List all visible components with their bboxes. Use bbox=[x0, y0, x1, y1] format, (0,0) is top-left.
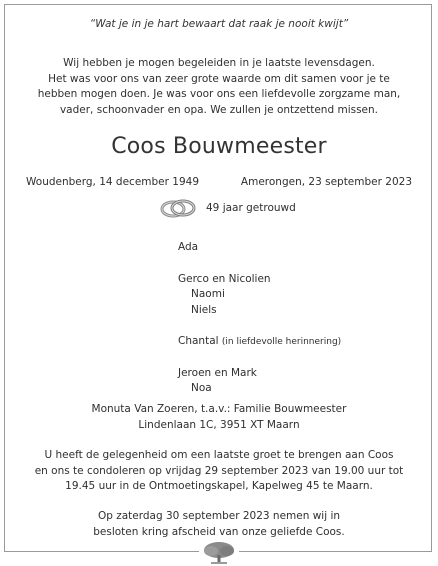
family-list bbox=[178, 240, 341, 397]
intro-line: hebben mogen doen. Je was voor ons een liefdevolle zorgzame man, bbox=[37, 88, 401, 100]
family-grandchild: Niels bbox=[191, 303, 217, 316]
death-place-date: Amerongen, 23 september 2023 bbox=[240, 176, 412, 188]
marriage-duration: 49 jaar getrouwd bbox=[206, 202, 296, 214]
visitation-info bbox=[20, 448, 418, 495]
visit-line: en ons te condoleren op vrijdag 29 september 2023 van 19.00 uur tot bbox=[34, 464, 404, 477]
family-spouse: Ada bbox=[178, 241, 199, 253]
family-child-remembered bbox=[178, 334, 341, 350]
intro-line: vader, schoonvader en opa. We zullen je ontzettend missen. bbox=[59, 103, 379, 116]
address-line: Lindenlaan 1C, 3951 XT Maarn bbox=[138, 418, 300, 431]
family-couple: Jeroen en Mark bbox=[178, 366, 257, 379]
motto-quote: “Wat je in je hart bewaart dat raak je nooit kwijt” bbox=[89, 18, 349, 30]
deceased-name: Coos Bouwmeester bbox=[111, 134, 327, 159]
intro-line: Wij hebben je mogen begeleiden in je laatste levensdagen. bbox=[63, 57, 375, 69]
farewell-info bbox=[20, 509, 418, 540]
intro-line: Het was voor ons van zeer grote waarde om dit samen voor je te bbox=[48, 72, 390, 85]
correspondence-address bbox=[0, 402, 438, 433]
visit-line: U heeft de gelegenheid om een laatste groet te brengen aan Coos bbox=[44, 449, 394, 461]
family-grandchild: Naomi bbox=[191, 288, 225, 300]
marriage-line bbox=[158, 196, 296, 220]
visit-line: 19.45 uur in de Ontmoetingskapel, Kapelweg 45 te Maarn. bbox=[65, 480, 373, 492]
family-grandchild: Noa bbox=[191, 382, 212, 394]
farewell-line: Op zaterdag 30 september 2023 nemen wij in bbox=[97, 510, 341, 522]
farewell-line: besloten kring afscheid van onze geliefde Coos. bbox=[93, 525, 345, 538]
family-child: Chantal bbox=[178, 335, 219, 347]
family-couple: Gerco en Nicolien bbox=[178, 272, 271, 285]
birth-place-date: Woudenberg, 14 december 1949 bbox=[26, 176, 200, 188]
remembrance-note: (in liefdevolle herinnering) bbox=[221, 337, 342, 347]
intro-text bbox=[30, 56, 408, 118]
address-line: Monuta Van Zoeren, t.a.v.: Familie Bouwmeester bbox=[91, 403, 347, 415]
wedding-rings-icon bbox=[158, 197, 198, 219]
tree-icon bbox=[199, 540, 239, 564]
